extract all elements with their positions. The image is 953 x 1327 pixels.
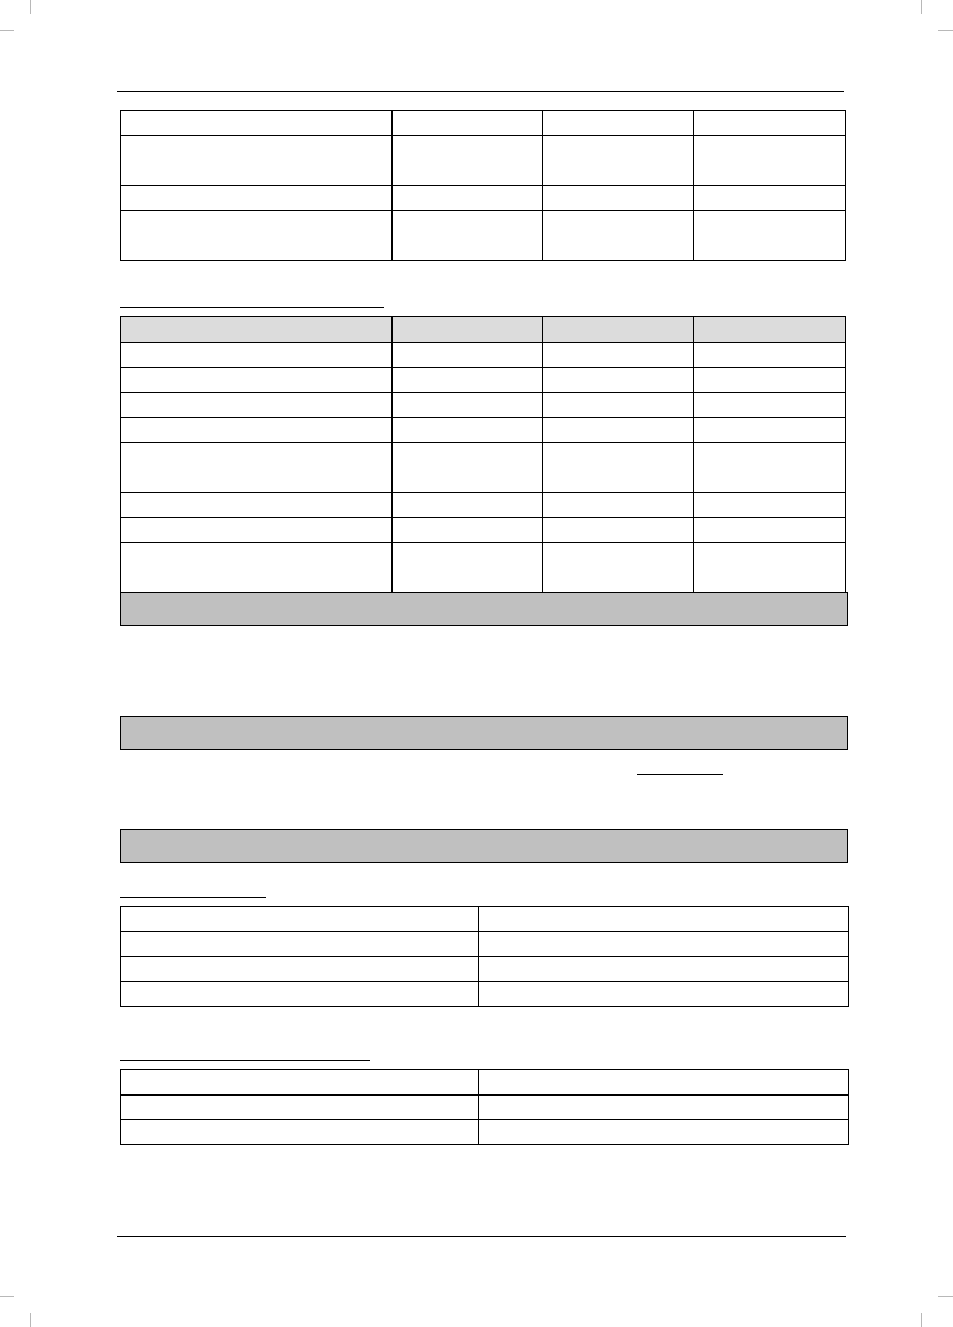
table-cell (479, 907, 849, 932)
table-cell (694, 493, 846, 518)
table-cell (121, 443, 392, 493)
crop-mark (0, 1296, 14, 1297)
section-bar (120, 592, 848, 626)
section-bar (120, 716, 848, 750)
table-header-cell (694, 317, 846, 343)
table-cell (479, 932, 849, 957)
table-row (121, 1070, 849, 1095)
table-cell (543, 368, 694, 393)
table-cell (121, 418, 392, 443)
table-cell (543, 186, 694, 211)
section-heading-underline (120, 307, 384, 308)
table-cell (543, 443, 694, 493)
crop-mark (0, 30, 14, 31)
table-cell (121, 518, 392, 543)
table-row (121, 1095, 849, 1120)
table-cell (694, 518, 846, 543)
crop-mark (921, 0, 922, 14)
table-cell (392, 518, 543, 543)
table-cell (479, 1120, 849, 1145)
table-cell (392, 368, 543, 393)
table-cell (121, 393, 392, 418)
table-cell (392, 211, 543, 261)
table-cell (121, 493, 392, 518)
table-cell (543, 418, 694, 443)
table-row (121, 907, 849, 932)
table-row (121, 186, 846, 211)
crop-mark (938, 1296, 953, 1297)
table-cell (392, 543, 543, 593)
table-cell (543, 543, 694, 593)
crop-mark (938, 30, 953, 31)
table-row (121, 982, 849, 1007)
section-bar (120, 829, 848, 863)
table-cell (121, 957, 479, 982)
table-cell (543, 111, 694, 136)
table-header-cell (121, 317, 392, 343)
table-row (121, 1120, 849, 1145)
table-cell (479, 957, 849, 982)
table-cell (694, 343, 846, 368)
table-header-row (121, 317, 846, 343)
table-cell (121, 368, 392, 393)
table-cell (543, 518, 694, 543)
table-header-cell (392, 317, 543, 343)
table-row (121, 136, 846, 186)
table-cell (392, 186, 543, 211)
crop-mark (30, 0, 31, 14)
table-cell (694, 211, 846, 261)
info-table-2 (120, 1069, 849, 1145)
table-row (121, 211, 846, 261)
table-cell (543, 211, 694, 261)
table-cell (479, 982, 849, 1007)
info-table-1 (120, 906, 849, 1007)
spec-table-2 (120, 316, 846, 593)
table-cell (694, 393, 846, 418)
table-cell (694, 136, 846, 186)
table-cell (694, 418, 846, 443)
table-cell (392, 393, 543, 418)
table-cell (479, 1095, 849, 1120)
spec-table-1 (120, 110, 846, 261)
table-row (121, 368, 846, 393)
table-cell (392, 443, 543, 493)
header-rule (117, 91, 844, 92)
table-cell (392, 343, 543, 368)
table-row (121, 393, 846, 418)
table-row (121, 343, 846, 368)
table-cell (121, 932, 479, 957)
table-row (121, 111, 846, 136)
table-cell (121, 136, 392, 186)
table-cell (543, 343, 694, 368)
table-row (121, 418, 846, 443)
table-row (121, 543, 846, 593)
table-cell (694, 111, 846, 136)
link-underline[interactable] (637, 774, 723, 775)
crop-mark (30, 1313, 31, 1327)
table-cell (392, 136, 543, 186)
table-cell (121, 211, 392, 261)
table-cell (121, 1095, 479, 1120)
table-cell (694, 443, 846, 493)
crop-mark (921, 1313, 922, 1327)
table-cell (121, 982, 479, 1007)
section-heading-underline (120, 1060, 370, 1061)
table-cell (392, 111, 543, 136)
table-cell (121, 111, 392, 136)
table-cell (694, 543, 846, 593)
table-row (121, 957, 849, 982)
table-cell (121, 543, 392, 593)
table-cell (121, 907, 479, 932)
table-cell (543, 393, 694, 418)
table-cell (694, 186, 846, 211)
table-cell (392, 493, 543, 518)
table-cell (543, 493, 694, 518)
table-cell (392, 418, 543, 443)
table-cell (121, 186, 392, 211)
table-row (121, 518, 846, 543)
table-row (121, 493, 846, 518)
section-heading-underline (120, 897, 266, 898)
table-cell (121, 343, 392, 368)
table-cell (694, 368, 846, 393)
table-cell (121, 1120, 479, 1145)
table-cell (543, 136, 694, 186)
table-cell (121, 1070, 479, 1095)
table-row (121, 932, 849, 957)
footer-rule (117, 1236, 846, 1237)
table-cell (479, 1070, 849, 1095)
table-header-cell (543, 317, 694, 343)
table-row (121, 443, 846, 493)
